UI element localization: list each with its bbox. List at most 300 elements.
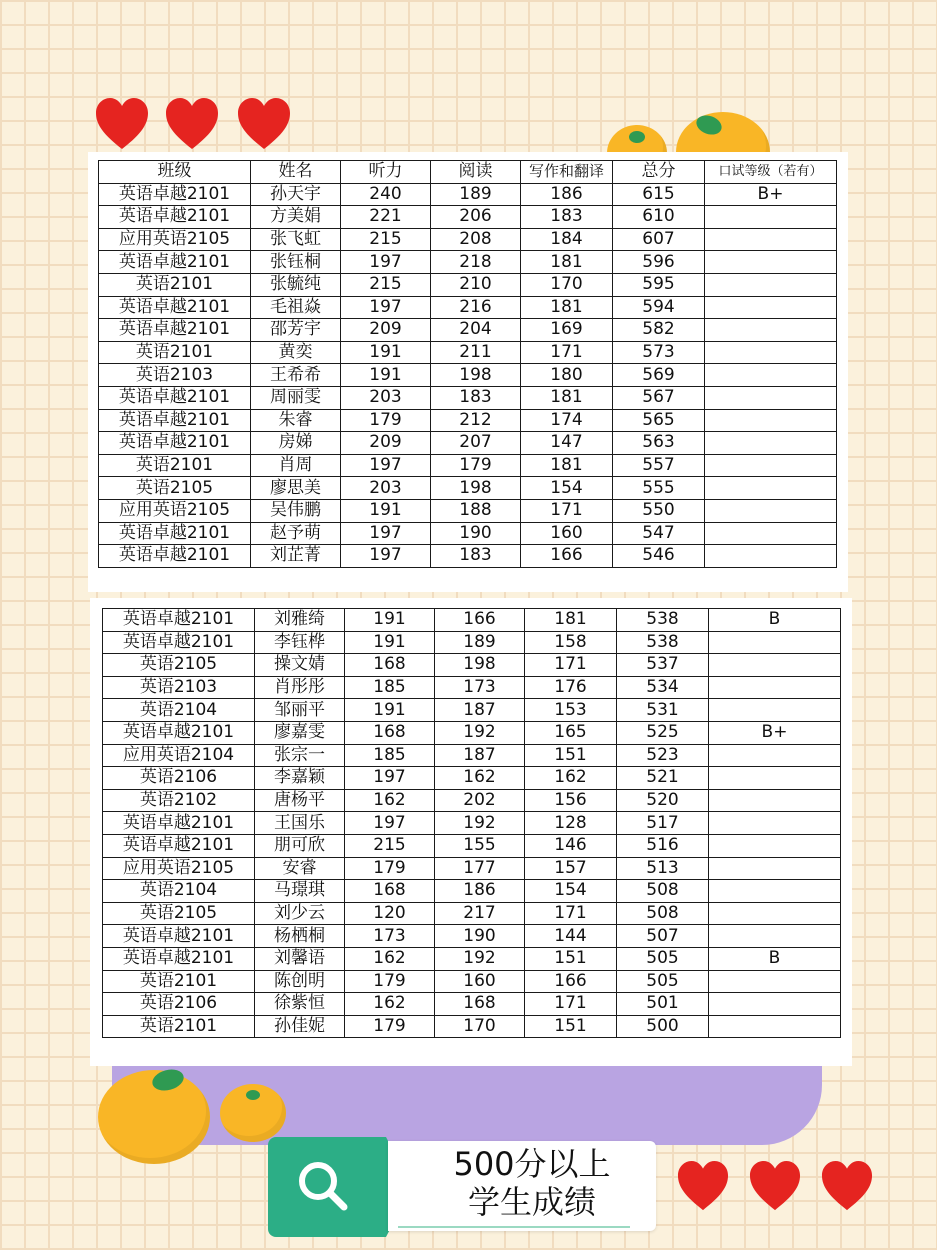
cell-oral-grade [705, 454, 837, 477]
cell-reading: 198 [431, 364, 521, 387]
cell-writing-translation: 166 [521, 545, 613, 568]
cell-writing-translation: 147 [521, 432, 613, 455]
cell-listening: 179 [345, 857, 435, 880]
table-row [99, 522, 837, 545]
cell-writing-translation: 151 [525, 947, 617, 970]
cell-listening: 168 [345, 880, 435, 903]
cell-listening: 191 [345, 699, 435, 722]
cell-reading: 173 [435, 676, 525, 699]
table-row [103, 744, 841, 767]
score-sheet-part1 [88, 152, 848, 592]
cell-name: 唐杨平 [255, 789, 345, 812]
cell-class: 英语卓越2101 [103, 631, 255, 654]
cell-listening: 168 [345, 721, 435, 744]
table-row [103, 699, 841, 722]
cell-name: 廖嘉雯 [255, 721, 345, 744]
cell-listening: 197 [341, 454, 431, 477]
cell-reading: 192 [435, 947, 525, 970]
cell-writing-translation: 181 [521, 296, 613, 319]
cell-reading: 190 [435, 925, 525, 948]
cell-writing-translation: 176 [525, 676, 617, 699]
table-row [99, 477, 837, 500]
table-row [103, 970, 841, 993]
cell-oral-grade [709, 993, 841, 1016]
cell-oral-grade [705, 499, 837, 522]
cell-reading: 155 [435, 834, 525, 857]
heart-icon [164, 97, 220, 151]
cell-total: 615 [613, 183, 705, 206]
cell-class: 英语2105 [103, 902, 255, 925]
cell-listening: 197 [341, 545, 431, 568]
table-row [103, 925, 841, 948]
header-writing-translation: 写作和翻译 [521, 161, 613, 184]
cell-class: 英语卓越2101 [99, 296, 251, 319]
cell-class: 应用英语2105 [99, 499, 251, 522]
cell-oral-grade [709, 631, 841, 654]
table-row [99, 454, 837, 477]
cell-total: 565 [613, 409, 705, 432]
cell-name: 徐紫恒 [255, 993, 345, 1016]
cell-oral-grade [705, 341, 837, 364]
cell-writing-translation: 180 [521, 364, 613, 387]
cell-oral-grade [705, 477, 837, 500]
cell-listening: 215 [341, 228, 431, 251]
cell-reading: 207 [431, 432, 521, 455]
cell-total: 531 [617, 699, 709, 722]
table-row [103, 834, 841, 857]
cell-name: 孙天宇 [251, 183, 341, 206]
cell-reading: 198 [435, 654, 525, 677]
cell-oral-grade [709, 744, 841, 767]
cell-listening: 185 [345, 676, 435, 699]
table-row [103, 767, 841, 790]
cell-name: 赵予萌 [251, 522, 341, 545]
cell-writing-translation: 181 [521, 454, 613, 477]
table-row [103, 857, 841, 880]
cell-name: 廖思美 [251, 477, 341, 500]
cell-class: 英语2103 [103, 676, 255, 699]
cell-reading: 216 [431, 296, 521, 319]
table-row [99, 432, 837, 455]
cell-name: 操文婧 [255, 654, 345, 677]
header-listening: 听力 [341, 161, 431, 184]
table-row [99, 341, 837, 364]
score-table-part1 [98, 160, 837, 568]
cell-class: 英语卓越2101 [103, 947, 255, 970]
cell-reading: 177 [435, 857, 525, 880]
cell-name: 刘雅绮 [255, 609, 345, 632]
cell-listening: 215 [345, 834, 435, 857]
heart-icon [748, 1160, 802, 1212]
cell-name: 朱睿 [251, 409, 341, 432]
cell-reading: 204 [431, 319, 521, 342]
cell-listening: 197 [345, 812, 435, 835]
table-row [103, 947, 841, 970]
cell-listening: 185 [345, 744, 435, 767]
table-row [103, 631, 841, 654]
heart-icon [820, 1160, 874, 1212]
cell-class: 英语2102 [103, 789, 255, 812]
cell-oral-grade: B [709, 947, 841, 970]
orange-fruit-icon [220, 1084, 286, 1142]
cell-reading: 208 [431, 228, 521, 251]
cell-listening: 197 [341, 296, 431, 319]
cell-listening: 162 [345, 789, 435, 812]
cell-total: 508 [617, 880, 709, 903]
cell-name: 王希希 [251, 364, 341, 387]
cell-class: 英语2101 [103, 1015, 255, 1038]
cell-class: 英语2106 [103, 993, 255, 1016]
table-row [99, 499, 837, 522]
cell-listening: 191 [341, 341, 431, 364]
cell-total: 538 [617, 631, 709, 654]
cell-class: 英语2104 [103, 880, 255, 903]
cell-name: 邹丽平 [255, 699, 345, 722]
cell-oral-grade [709, 880, 841, 903]
cell-total: 563 [613, 432, 705, 455]
header-oral-grade: 口试等级（若有） [705, 161, 837, 184]
cell-writing-translation: 166 [525, 970, 617, 993]
cell-total: 505 [617, 970, 709, 993]
cell-oral-grade [705, 545, 837, 568]
cell-writing-translation: 181 [525, 609, 617, 632]
cell-oral-grade [709, 676, 841, 699]
cell-oral-grade [705, 273, 837, 296]
cell-listening: 203 [341, 477, 431, 500]
cell-class: 英语卓越2101 [99, 409, 251, 432]
cell-oral-grade [709, 699, 841, 722]
cell-name: 张钰桐 [251, 251, 341, 274]
table-row [99, 206, 837, 229]
cell-total: 557 [613, 454, 705, 477]
table-row [99, 296, 837, 319]
cell-class: 英语2101 [99, 454, 251, 477]
cell-class: 英语2101 [103, 970, 255, 993]
cell-writing-translation: 146 [525, 834, 617, 857]
cell-name: 毛祖焱 [251, 296, 341, 319]
cell-class: 英语卓越2101 [99, 545, 251, 568]
cell-writing-translation: 186 [521, 183, 613, 206]
cell-name: 刘芷菁 [251, 545, 341, 568]
cell-name: 房娣 [251, 432, 341, 455]
cell-reading: 186 [435, 880, 525, 903]
cell-reading: 211 [431, 341, 521, 364]
cell-writing-translation: 174 [521, 409, 613, 432]
cell-total: 594 [613, 296, 705, 319]
cell-total: 525 [617, 721, 709, 744]
cell-class: 英语卓越2101 [99, 251, 251, 274]
cell-writing-translation: 165 [525, 721, 617, 744]
header-class: 班级 [99, 161, 251, 184]
cell-class: 英语卓越2101 [99, 183, 251, 206]
cell-class: 英语卓越2101 [103, 834, 255, 857]
cell-listening: 215 [341, 273, 431, 296]
cell-total: 567 [613, 386, 705, 409]
cell-class: 英语卓越2101 [99, 432, 251, 455]
cell-reading: 170 [435, 1015, 525, 1038]
cell-total: 500 [617, 1015, 709, 1038]
cell-writing-translation: 151 [525, 1015, 617, 1038]
cell-oral-grade [705, 296, 837, 319]
cell-name: 方美娟 [251, 206, 341, 229]
cell-class: 英语卓越2101 [103, 609, 255, 632]
cell-listening: 209 [341, 432, 431, 455]
cell-name: 黄奕 [251, 341, 341, 364]
cell-listening: 191 [345, 631, 435, 654]
cell-total: 607 [613, 228, 705, 251]
cell-listening: 197 [345, 767, 435, 790]
cell-name: 李钰桦 [255, 631, 345, 654]
table-row [99, 364, 837, 387]
cell-oral-grade [709, 925, 841, 948]
table-row [103, 609, 841, 632]
table-row [103, 812, 841, 835]
cell-name: 吴伟鹏 [251, 499, 341, 522]
search-button[interactable] [268, 1137, 386, 1237]
table-row [99, 228, 837, 251]
cell-reading: 198 [431, 477, 521, 500]
cell-writing-translation: 158 [525, 631, 617, 654]
cell-oral-grade [705, 251, 837, 274]
cell-listening: 162 [345, 993, 435, 1016]
cell-total: 573 [613, 341, 705, 364]
cell-class: 英语2101 [99, 341, 251, 364]
cell-reading: 168 [435, 993, 525, 1016]
cell-listening: 179 [345, 970, 435, 993]
cell-name: 刘馨语 [255, 947, 345, 970]
cell-writing-translation: 160 [521, 522, 613, 545]
cell-listening: 179 [345, 1015, 435, 1038]
cell-listening: 120 [345, 902, 435, 925]
table-row [103, 993, 841, 1016]
cell-reading: 188 [431, 499, 521, 522]
cell-total: 569 [613, 364, 705, 387]
cell-total: 595 [613, 273, 705, 296]
cell-writing-translation: 181 [521, 251, 613, 274]
cell-writing-translation: 181 [521, 386, 613, 409]
cell-class: 英语卓越2101 [99, 319, 251, 342]
cell-listening: 191 [341, 364, 431, 387]
cell-writing-translation: 184 [521, 228, 613, 251]
cell-oral-grade [709, 970, 841, 993]
cell-oral-grade [705, 364, 837, 387]
cell-total: 508 [617, 902, 709, 925]
table-row [103, 721, 841, 744]
cell-reading: 160 [435, 970, 525, 993]
cell-writing-translation: 183 [521, 206, 613, 229]
cell-reading: 202 [435, 789, 525, 812]
cell-class: 应用英语2104 [103, 744, 255, 767]
cell-writing-translation: 171 [521, 499, 613, 522]
table-row [99, 273, 837, 296]
cell-total: 520 [617, 789, 709, 812]
cell-total: 513 [617, 857, 709, 880]
cell-reading: 210 [431, 273, 521, 296]
cell-reading: 190 [431, 522, 521, 545]
score-table-part2 [102, 608, 841, 1038]
table-row [99, 319, 837, 342]
cell-total: 596 [613, 251, 705, 274]
cell-listening: 221 [341, 206, 431, 229]
table-row [103, 789, 841, 812]
cell-total: 546 [613, 545, 705, 568]
table-row [103, 676, 841, 699]
heart-icon [94, 97, 150, 151]
cell-class: 应用英语2105 [103, 857, 255, 880]
search-banner[interactable] [268, 1137, 658, 1237]
cell-total: 517 [617, 812, 709, 835]
cell-writing-translation: 171 [525, 993, 617, 1016]
cell-oral-grade [705, 319, 837, 342]
cell-writing-translation: 157 [525, 857, 617, 880]
cell-reading: 192 [435, 721, 525, 744]
heart-icon [676, 1160, 730, 1212]
cell-writing-translation: 154 [525, 880, 617, 903]
cell-listening: 240 [341, 183, 431, 206]
cell-class: 英语2105 [103, 654, 255, 677]
cell-name: 刘少云 [255, 902, 345, 925]
table-body-part1 [99, 183, 837, 567]
cell-name: 马璟琪 [255, 880, 345, 903]
cell-writing-translation: 171 [521, 341, 613, 364]
table-row [99, 183, 837, 206]
cell-total: 507 [617, 925, 709, 948]
cell-listening: 197 [341, 251, 431, 274]
cell-name: 肖周 [251, 454, 341, 477]
cell-oral-grade [709, 902, 841, 925]
cell-reading: 206 [431, 206, 521, 229]
cell-total: 537 [617, 654, 709, 677]
search-label-line1: 500分以上 [453, 1145, 611, 1183]
cell-listening: 168 [345, 654, 435, 677]
cell-total: 610 [613, 206, 705, 229]
cell-reading: 183 [431, 386, 521, 409]
cell-oral-grade [705, 409, 837, 432]
cell-writing-translation: 128 [525, 812, 617, 835]
cell-reading: 187 [435, 699, 525, 722]
cell-class: 英语2104 [103, 699, 255, 722]
cell-writing-translation: 154 [521, 477, 613, 500]
cell-class: 英语卓越2101 [103, 721, 255, 744]
cell-listening: 162 [345, 947, 435, 970]
cell-writing-translation: 170 [521, 273, 613, 296]
cell-oral-grade [705, 432, 837, 455]
cell-oral-grade: B [709, 609, 841, 632]
cell-name: 张毓纯 [251, 273, 341, 296]
search-label-line2: 学生成绩 [467, 1183, 596, 1221]
table-row [103, 880, 841, 903]
cell-listening: 179 [341, 409, 431, 432]
cell-oral-grade [709, 834, 841, 857]
cell-class: 英语卓越2101 [103, 812, 255, 835]
score-sheet-part2 [90, 598, 852, 1066]
cell-listening: 197 [341, 522, 431, 545]
cell-listening: 203 [341, 386, 431, 409]
cell-oral-grade [705, 522, 837, 545]
cell-name: 安睿 [255, 857, 345, 880]
cell-reading: 218 [431, 251, 521, 274]
cell-oral-grade [709, 767, 841, 790]
search-underline [398, 1226, 630, 1228]
cell-oral-grade [709, 857, 841, 880]
orange-fruit-icon [98, 1070, 210, 1164]
cell-writing-translation: 169 [521, 319, 613, 342]
cell-writing-translation: 151 [525, 744, 617, 767]
cell-reading: 212 [431, 409, 521, 432]
cell-name: 王国乐 [255, 812, 345, 835]
cell-writing-translation: 144 [525, 925, 617, 948]
cell-oral-grade [705, 206, 837, 229]
cell-name: 杨栖桐 [255, 925, 345, 948]
cell-name: 孙佳妮 [255, 1015, 345, 1038]
cell-oral-grade [709, 654, 841, 677]
cell-total: 534 [617, 676, 709, 699]
cell-total: 582 [613, 319, 705, 342]
cell-total: 538 [617, 609, 709, 632]
cell-class: 英语2103 [99, 364, 251, 387]
cell-reading: 189 [435, 631, 525, 654]
cell-name: 陈创明 [255, 970, 345, 993]
cell-class: 英语2101 [99, 273, 251, 296]
cell-writing-translation: 156 [525, 789, 617, 812]
cell-class: 英语卓越2101 [99, 522, 251, 545]
table-row [99, 386, 837, 409]
header-name: 姓名 [251, 161, 341, 184]
cell-reading: 179 [431, 454, 521, 477]
cell-reading: 166 [435, 609, 525, 632]
cell-oral-grade [709, 789, 841, 812]
table-body-part2 [103, 609, 841, 1038]
table-row [99, 409, 837, 432]
cell-total: 516 [617, 834, 709, 857]
cell-reading: 183 [431, 545, 521, 568]
cell-reading: 187 [435, 744, 525, 767]
cell-total: 555 [613, 477, 705, 500]
cell-reading: 192 [435, 812, 525, 835]
cell-total: 521 [617, 767, 709, 790]
header-total: 总分 [613, 161, 705, 184]
heart-icon [236, 97, 292, 151]
cell-name: 张宗一 [255, 744, 345, 767]
cell-oral-grade [709, 1015, 841, 1038]
cell-oral-grade [705, 228, 837, 251]
cell-reading: 189 [431, 183, 521, 206]
magnifier-icon [268, 1137, 386, 1237]
cell-class: 英语2106 [103, 767, 255, 790]
cell-listening: 173 [345, 925, 435, 948]
cell-name: 朋可欣 [255, 834, 345, 857]
table-row [99, 545, 837, 568]
cell-total: 505 [617, 947, 709, 970]
cell-oral-grade [705, 386, 837, 409]
header-reading: 阅读 [431, 161, 521, 184]
cell-name: 周丽雯 [251, 386, 341, 409]
cell-writing-translation: 153 [525, 699, 617, 722]
cell-name: 张飞虹 [251, 228, 341, 251]
cell-oral-grade: B+ [709, 721, 841, 744]
cell-class: 英语2105 [99, 477, 251, 500]
cell-name: 邵芳宇 [251, 319, 341, 342]
cell-class: 应用英语2105 [99, 228, 251, 251]
cell-reading: 162 [435, 767, 525, 790]
cell-total: 501 [617, 993, 709, 1016]
cell-oral-grade: B+ [705, 183, 837, 206]
cell-class: 英语卓越2101 [99, 386, 251, 409]
cell-total: 550 [613, 499, 705, 522]
table-row [103, 654, 841, 677]
cell-class: 英语卓越2101 [103, 925, 255, 948]
table-row [103, 1015, 841, 1038]
